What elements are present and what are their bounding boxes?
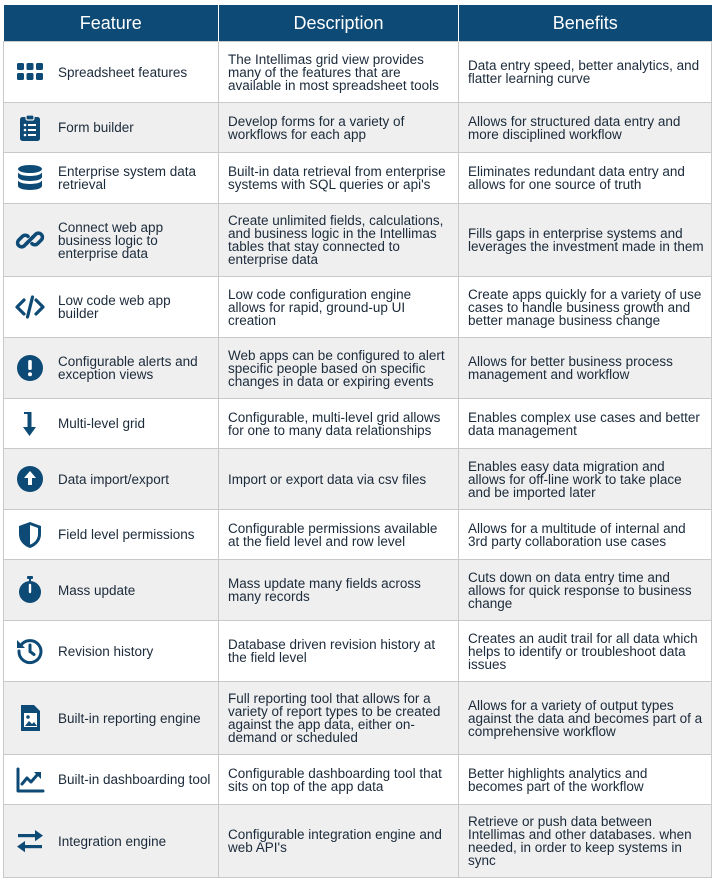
table-row — [4, 560, 712, 621]
description-cell: The Intellimas grid view provides many of the features that are available in most spreadsheet tools — [219, 42, 459, 103]
benefits-cell: Allows for structured data entry and more disciplined workflow — [459, 103, 712, 153]
table-row — [4, 621, 712, 682]
description-cell: Low code configuration engine allows for rapid, ground-up UI creation — [219, 277, 459, 338]
table-row — [4, 153, 712, 204]
stopwatch-icon — [14, 574, 46, 606]
feature-label: Data import/export — [58, 471, 170, 487]
grid-icon — [14, 56, 46, 88]
feature-label: Built-in dashboarding tool — [58, 772, 211, 787]
feature-label: Enterprise system data retrieval — [58, 164, 197, 192]
table-row — [4, 805, 712, 878]
level-down-arrow-icon — [14, 408, 46, 440]
description-cell: Configurable integration engine and web API's — [219, 805, 459, 878]
description-cell: Database driven revision history at the field level — [219, 621, 459, 682]
feature-label: Built-in reporting engine — [58, 710, 201, 726]
alert-icon — [14, 352, 46, 384]
description-cell: Import or export data via csv files — [219, 449, 459, 510]
feature-label: Configurable alerts and exception views — [58, 354, 198, 382]
benefits-cell: Retrieve or push data between Intellimas and other databases. when needed, in order to keep systems in sync — [459, 805, 712, 878]
benefits-cell: Creates an audit trail for all data which helps to identify or troubleshoot data issues — [459, 621, 712, 682]
feature-label: Spreadsheet features — [58, 64, 188, 80]
feature-label: Integration engine — [58, 833, 167, 849]
benefits-cell: Allows for a variety of output types against the data and becomes part of a comprehensive workflow — [459, 682, 712, 755]
table-row — [4, 449, 712, 510]
table-row — [4, 399, 712, 449]
benefits-cell: Cuts down on data entry time and allows for quick response to business change — [459, 560, 712, 621]
table-row — [4, 682, 712, 755]
header-benefits: Benefits — [459, 5, 712, 42]
feature-label: Field level permissions — [58, 527, 195, 542]
chart-line-icon — [14, 764, 46, 796]
table-row — [4, 338, 712, 399]
description-cell: Built-in data retrieval from enterprise systems with SQL queries or api's — [219, 153, 459, 204]
history-icon — [14, 635, 46, 667]
table-row — [4, 755, 712, 805]
exchange-arrows-icon — [14, 825, 46, 857]
description-cell: Create unlimited fields, calculations, and business logic in the Intellimas tables that stay connected to enterprise data — [219, 204, 459, 277]
benefits-cell: Allows for a multitude of internal and 3rd party collaboration use cases — [459, 510, 712, 560]
feature-label: Form builder — [58, 120, 134, 135]
code-icon — [14, 291, 46, 323]
benefits-cell: Fills gaps in enterprise systems and leverages the investment made in them — [459, 204, 712, 277]
benefits-cell: Allows for better business process management and workflow — [459, 338, 712, 399]
benefits-cell: Create apps quickly for a variety of use cases to handle business growth and better manage business change — [459, 277, 712, 338]
description-cell: Web apps can be configured to alert specific people based on specific changes in data or expiring events — [219, 338, 459, 399]
feature-label: Multi-level grid — [58, 416, 146, 431]
table-row — [4, 277, 712, 338]
table-header-row — [4, 5, 712, 42]
benefits-cell: Better highlights analytics and becomes part of the workflow — [459, 755, 712, 805]
benefits-cell: Eliminates redundant data entry and allows for one source of truth — [459, 153, 712, 204]
header-description: Description — [219, 5, 459, 42]
table-row — [4, 204, 712, 277]
feature-label: Revision history — [58, 643, 154, 659]
description-cell: Develop forms for a variety of workflows for each app — [219, 103, 459, 153]
feature-label: Connect web app business logic to enterprise data — [58, 219, 164, 261]
link-icon — [14, 224, 46, 256]
table-row — [4, 103, 712, 153]
table-row — [4, 42, 712, 103]
feature-table — [3, 5, 712, 878]
description-cell: Configurable permissions available at the field level and row level — [219, 510, 459, 560]
report-icon — [14, 702, 46, 734]
description-cell: Mass update many fields across many records — [219, 560, 459, 621]
description-cell: Full reporting tool that allows for a variety of report types to be created against the app data, either on-demand or scheduled — [219, 682, 459, 755]
benefits-cell: Data entry speed, better analytics, and flatter learning curve — [459, 42, 712, 103]
table-row — [4, 510, 712, 560]
clipboard-list-icon — [14, 112, 46, 144]
header-feature: Feature — [4, 5, 219, 42]
benefits-cell: Enables complex use cases and better data management — [459, 399, 712, 449]
feature-label: Mass update — [58, 582, 136, 598]
upload-circle-icon — [14, 463, 46, 495]
shield-icon — [14, 519, 46, 551]
description-cell: Configurable dashboarding tool that sits on top of the app data — [219, 755, 459, 805]
database-icon — [14, 162, 46, 194]
benefits-cell: Enables easy data migration and allows for off-line work to take place and be imported later — [459, 449, 712, 510]
feature-label: Low code web app builder — [58, 293, 171, 321]
description-cell: Configurable, multi-level grid allows for one to many data relationships — [219, 399, 459, 449]
